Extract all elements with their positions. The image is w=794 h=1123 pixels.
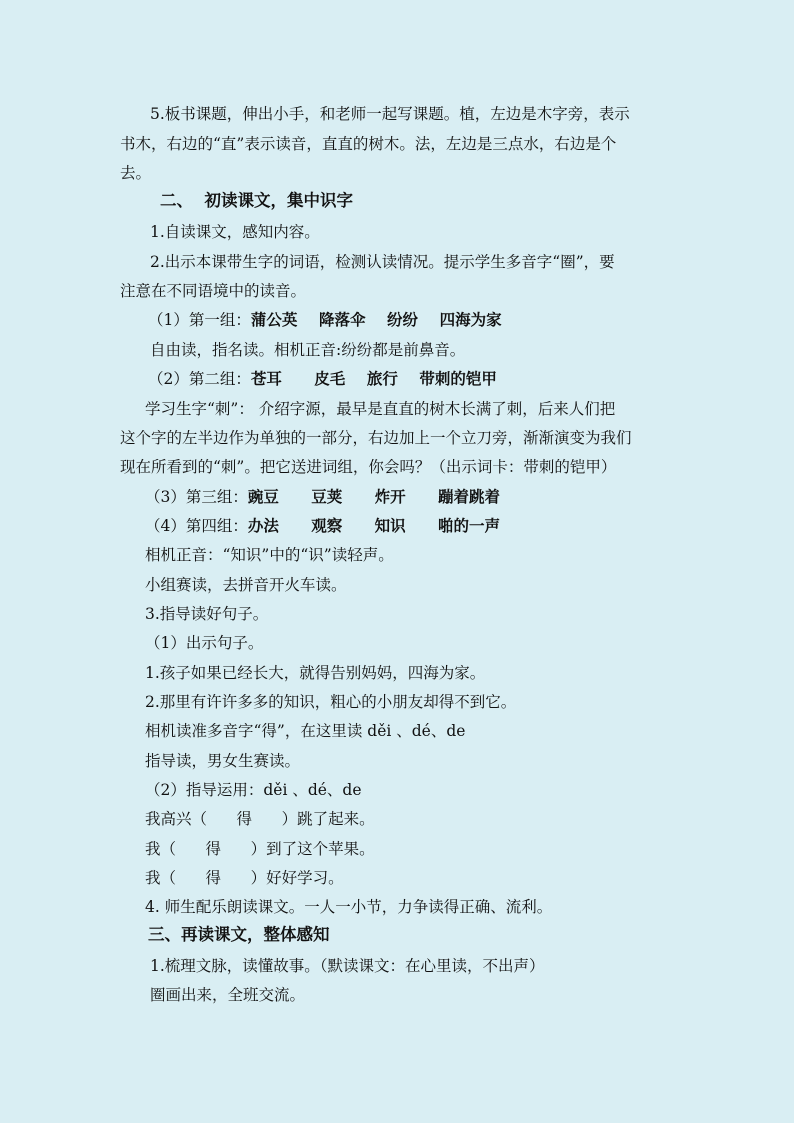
group-2-label: （2）第二组：: [148, 370, 251, 388]
group-2-words: 苍耳 皮毛 旅行 带刺的铠甲: [250, 369, 497, 388]
para-5-line-1: 5.板书课题，伸出小手，和老师一起写课题。植，左边是木字旁，表示: [150, 105, 630, 123]
item-2-line-1: 2.出示本课带生字的词语，检测认读情况。提示学生多音字“圈”，要: [150, 253, 615, 271]
group-4-words: 办法 观察 知识 啪的一声: [247, 516, 501, 535]
exercise-1: 我高兴（ 得 ）跳了起来。: [145, 810, 375, 828]
item-2-line-2: 注意在不同语境中的读音。: [120, 282, 307, 300]
section-heading-3: 三、再读课文，整体感知: [148, 925, 330, 944]
para-5-line-2: 书木，右边的“直”表示读音，直直的树木。法，左边是三点水，右边是个: [120, 135, 617, 153]
group-2: [148, 369, 497, 389]
group-1: [148, 310, 502, 330]
sub-item-2: （2）指导运用：děi 、dé、de: [145, 781, 362, 799]
guide-reading: 指导读，男女生赛读。: [145, 752, 301, 770]
para-5-line-3: 去。: [120, 164, 152, 182]
char-study-line-3: 现在所看到的“刺”。把它送进词组，你会吗？（出示词卡：带刺的铠甲）: [120, 458, 617, 476]
sentence-2: 2.那里有许许多多的知识，粗心的小朋友却得不到它。: [145, 693, 517, 711]
sub-item-1: （1）出示句子。: [145, 634, 264, 652]
exercise-3: 我（ 得 ）好好学习。: [145, 869, 344, 887]
char-study-line-1: 学习生字“刺”： 介绍字源，最早是直直的树木长满了刺，后来人们把: [145, 400, 616, 418]
group-4: [145, 516, 500, 536]
group-4-label: （4）第四组：: [145, 517, 248, 535]
sentence-1: 1.孩子如果已经长大，就得告别妈妈，四海为家。: [145, 664, 486, 682]
group-1-words: 蒲公英 降落伞 纷纷 四海为家: [250, 310, 502, 329]
group-1-label: （1）第一组：: [148, 311, 251, 329]
item-1-sec3: 1.梳理文脉，读懂故事。（默读课文：在心里读，不出声）: [150, 957, 545, 975]
polyphone-note: 相机读准多音字“得”，在这里读 děi 、dé、de: [145, 722, 466, 740]
item-1: 1.自读课文，感知内容。: [150, 223, 320, 241]
group-reading: 小组赛读，去拼音开火车读。: [145, 576, 347, 594]
item-3: 3.指导读好句子。: [145, 605, 269, 623]
group-1-note: 自由读，指名读。相机正音:纷纷都是前鼻音。: [150, 341, 466, 359]
item-4: 4. 师生配乐朗读课文。一人一小节，力争读得正确、流利。: [145, 898, 553, 916]
exercise-2: 我（ 得 ）到了这个苹果。: [145, 840, 375, 858]
item-1-sec3-cont: 圈画出来，全班交流。: [150, 986, 306, 1004]
char-study-line-2: 这个字的左半边作为单独的一部分，右边加上一个立刀旁，渐渐演变为我们: [120, 429, 632, 447]
section-heading-2: 二、 初读课文，集中识字: [160, 191, 353, 210]
pronunciation-note: 相机正音：“知识”中的“识”读轻声。: [145, 546, 394, 564]
group-3: [145, 487, 500, 507]
group-3-label: （3）第三组：: [145, 488, 248, 506]
group-3-words: 豌豆 豆荚 炸开 蹦着跳着: [247, 487, 501, 506]
